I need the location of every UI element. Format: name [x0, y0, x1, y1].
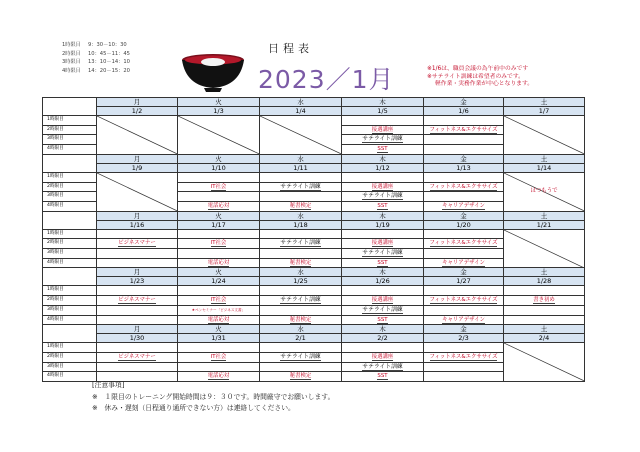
closed-cell: [504, 116, 585, 155]
date-cell: 1/24: [178, 277, 260, 286]
day-name-cell: 土: [504, 211, 585, 220]
period-label: 3時限目: [43, 249, 97, 259]
period-label: 3時限目: [43, 305, 97, 315]
schedule-cell: [97, 239, 178, 249]
schedule-cell: [260, 286, 342, 296]
period-row: [43, 286, 585, 296]
event-text: 接遇講座: [371, 126, 394, 133]
day-name-cell: 土: [504, 325, 585, 334]
schedule-cell: [424, 352, 504, 362]
schedule-cell: [178, 258, 260, 268]
day-name-cell: 木: [342, 98, 424, 107]
event-text: IT社会: [210, 183, 227, 190]
date-cell: 1/12: [342, 163, 424, 172]
note-line: ※1/6は、職員会議の為午前中のみです: [427, 66, 529, 72]
schedule-cell: [342, 145, 424, 155]
schedule-cell: [342, 116, 424, 126]
event-text: サテライト訓練: [362, 250, 403, 257]
period-row: [43, 229, 585, 239]
day-name-cell: 土: [504, 268, 585, 277]
schedule-cell: [178, 343, 260, 353]
schedule-cell: [260, 239, 342, 249]
schedule-cell: [342, 286, 424, 296]
date-cell: 1/11: [260, 163, 342, 172]
schedule-cell: [260, 362, 342, 372]
period-label: 1時限目: [43, 343, 97, 353]
day-name-cell: 木: [342, 268, 424, 277]
date-cell: 1/14: [504, 163, 585, 172]
period-label: 3時限目: [43, 362, 97, 372]
schedule-cell: [178, 192, 260, 202]
schedule-cell: [424, 372, 504, 382]
event-text: サテライト訓練: [280, 353, 321, 360]
schedule-cell: [260, 343, 342, 353]
event-text: 電話応対: [207, 316, 230, 323]
schedule-cell: [97, 343, 178, 353]
legend-period: 1時限目: [62, 42, 81, 48]
date-cell: 1/2: [97, 107, 178, 116]
schedule-cell: [342, 201, 424, 211]
period-label: 2時限目: [43, 182, 97, 192]
schedule-cell: [342, 182, 424, 192]
header-blank: [43, 268, 97, 286]
closed-cell: [504, 229, 585, 268]
event-text: SST: [377, 316, 388, 323]
schedule-cell: [342, 172, 424, 182]
date-cell: 1/7: [504, 107, 585, 116]
period-row: [43, 249, 585, 259]
schedule-cell: [178, 352, 260, 362]
schedule-cell: [260, 315, 342, 325]
day-name-cell: 火: [178, 154, 260, 163]
event-text: SST: [377, 202, 388, 209]
day-name-cell: 木: [342, 211, 424, 220]
header-blank: [43, 325, 97, 343]
event-text: 秘書検定: [289, 316, 312, 323]
legend-time: 13：10－14：10: [88, 59, 130, 66]
legend-row: [62, 58, 130, 67]
event-text: サテライト訓練: [280, 240, 321, 247]
period-label: 2時限目: [43, 296, 97, 306]
legend-row: [62, 50, 130, 59]
schedule-cell: [97, 229, 178, 239]
date-cell: 2/4: [504, 334, 585, 343]
schedule-cell: [342, 362, 424, 372]
date-cell: 1/18: [260, 220, 342, 229]
period-label: 4時限目: [43, 145, 97, 155]
event-text: キャリアデザイン: [442, 259, 485, 266]
schedule-cell: [97, 249, 178, 259]
schedule-cell: [342, 372, 424, 382]
period-label: 2時限目: [43, 352, 97, 362]
schedule-cell: [260, 249, 342, 259]
day-name-cell: 金: [424, 268, 504, 277]
day-name-cell: 水: [260, 325, 342, 334]
period-row: [43, 305, 585, 315]
schedule-cell: [260, 192, 342, 202]
event-text: IT社会: [210, 353, 227, 360]
period-row: [43, 343, 585, 353]
schedule-cell: [504, 305, 585, 315]
event-text: サテライト訓練: [362, 136, 403, 143]
schedule-cell: [424, 135, 504, 145]
date-cell: 1/16: [97, 220, 178, 229]
day-name-cell: 月: [97, 154, 178, 163]
schedule-cell: [424, 305, 504, 315]
schedule-cell: [260, 352, 342, 362]
legend-row: [62, 41, 130, 50]
period-row: [43, 362, 585, 372]
day-name-cell: 金: [424, 211, 504, 220]
schedule-cell: [424, 362, 504, 372]
schedule-cell: [424, 286, 504, 296]
event-text: サテライト訓練: [362, 193, 403, 200]
closed-cell: [504, 343, 585, 382]
schedule-cell: [178, 249, 260, 259]
day-name-cell: 火: [178, 325, 260, 334]
day-name-cell: 土: [504, 154, 585, 163]
schedule-cell: [260, 296, 342, 306]
bowl-logo: [180, 52, 246, 92]
closed-cell: [504, 172, 585, 211]
schedule-cell: [424, 229, 504, 239]
event-text: ★ペンセミナー「ビジネス文書」: [191, 307, 246, 312]
schedule-cell: [424, 172, 504, 182]
period-label: 4時限目: [43, 258, 97, 268]
day-name-cell: 火: [178, 98, 260, 107]
day-name-cell: 月: [97, 325, 178, 334]
header-blank: [43, 211, 97, 229]
date-cell: 1/31: [178, 334, 260, 343]
day-name-cell: 水: [260, 98, 342, 107]
event-text: フィットネス&エクササイズ: [429, 353, 498, 360]
day-name-cell: 金: [424, 154, 504, 163]
date-cell: 1/20: [424, 220, 504, 229]
schedule-cell: [342, 229, 424, 239]
schedule-cell: [260, 258, 342, 268]
event-text: 書き初め: [533, 297, 555, 304]
period-label: 1時限目: [43, 172, 97, 182]
period-row: [43, 116, 585, 126]
page-header-title: 日程表: [268, 42, 313, 55]
schedule-cell: [260, 305, 342, 315]
footer-notice: [92, 380, 334, 415]
date-cell: 1/27: [424, 277, 504, 286]
day-name-cell: 火: [178, 211, 260, 220]
schedule-cell: [260, 182, 342, 192]
event-text: フィットネス&エクササイズ: [429, 297, 498, 304]
event-text: 接遇講座: [371, 240, 394, 247]
legend-period: 3時限目: [62, 59, 81, 66]
period-row: [43, 172, 585, 182]
header-blank: [43, 154, 97, 172]
schedule-cell: [342, 296, 424, 306]
schedule-cell: [178, 201, 260, 211]
schedule-cell: [97, 362, 178, 372]
closed-cell: [97, 172, 178, 211]
schedule-cell: [424, 182, 504, 192]
schedule-cell: [424, 315, 504, 325]
schedule-cell: [342, 249, 424, 259]
schedule-cell: [424, 239, 504, 249]
schedule-table: [42, 97, 585, 382]
schedule-cell: [342, 135, 424, 145]
schedule-cell: [424, 343, 504, 353]
event-text: ビジネスマナー: [118, 297, 156, 304]
day-name-cell: 金: [424, 325, 504, 334]
event-text: 電話応対: [207, 259, 230, 266]
schedule-cell: [342, 258, 424, 268]
footer-heading: [注意事項]: [92, 381, 125, 389]
day-name-cell: 月: [97, 268, 178, 277]
schedule-cell: [424, 192, 504, 202]
period-row: [43, 239, 585, 249]
schedule-cell: [97, 296, 178, 306]
date-cell: 1/30: [97, 334, 178, 343]
period-row: [43, 315, 585, 325]
event-text: 接遇講座: [371, 353, 394, 360]
event-text: SST: [377, 146, 388, 153]
note-line: ※サテライト訓練は希望者のみです。: [427, 73, 524, 80]
date-cell: 1/19: [342, 220, 424, 229]
legend-time: 10：45－11：45: [88, 50, 130, 57]
period-label: 1時限目: [43, 286, 97, 296]
day-name-cell: 木: [342, 325, 424, 334]
event-text: キャリアデザイン: [442, 202, 485, 209]
period-label: 4時限目: [43, 201, 97, 211]
legend-time: 14：20－15：20: [88, 67, 130, 74]
event-text: 秘書検定: [289, 202, 312, 209]
day-name-cell: 月: [97, 98, 178, 107]
closed-cell: [97, 116, 178, 155]
period-label: 1時限目: [43, 116, 97, 126]
schedule-cell: [178, 305, 260, 315]
date-cell: 1/4: [260, 107, 342, 116]
period-label: 2時限目: [43, 125, 97, 135]
event-text: IT社会: [210, 240, 227, 247]
schedule-cell: [97, 315, 178, 325]
event-text: IT社会: [210, 297, 227, 304]
schedule-cell: [97, 352, 178, 362]
schedule-cell: [342, 343, 424, 353]
event-text: サテライト訓練: [280, 297, 321, 304]
event-text: ビジネスマナー: [118, 240, 156, 247]
date-cell: 1/3: [178, 107, 260, 116]
closed-cell: [178, 116, 260, 155]
schedule-cell: [424, 145, 504, 155]
schedule-cell: [504, 296, 585, 306]
schedule-cell: [504, 286, 585, 296]
period-time-legend: [62, 41, 130, 75]
schedule-notes: [427, 66, 533, 89]
date-cell: 1/23: [97, 277, 178, 286]
event-text: SST: [377, 373, 388, 380]
date-cell: 2/3: [424, 334, 504, 343]
schedule-cell: [260, 172, 342, 182]
footer-line-1: ※ １限目のトレーニング開始時間は９：３０です。時間厳守でお願いします。: [92, 392, 335, 401]
date-cell: 2/1: [260, 334, 342, 343]
period-row: [43, 352, 585, 362]
schedule-cell: [178, 239, 260, 249]
schedule-cell: [260, 229, 342, 239]
day-name-cell: 土: [504, 98, 585, 107]
note-line: 軽作業・実務作業が中心となります。: [435, 81, 534, 88]
schedule-cell: [97, 258, 178, 268]
date-cell: 1/10: [178, 163, 260, 172]
closed-cell: [260, 116, 342, 155]
event-text: 電話応対: [207, 373, 230, 380]
date-cell: 1/28: [504, 277, 585, 286]
schedule-cell: [424, 201, 504, 211]
legend-period: 4時限目: [62, 67, 81, 74]
period-row: [43, 258, 585, 268]
period-row: [43, 296, 585, 306]
schedule-cell: [342, 315, 424, 325]
legend-time: 9：30－10：30: [88, 42, 127, 48]
schedule-cell: [342, 125, 424, 135]
event-text: 接遇講座: [371, 183, 394, 190]
schedule-cell: [342, 305, 424, 315]
legend-period: 2時限目: [62, 50, 81, 57]
legend-row: [62, 67, 130, 76]
day-name-cell: 月: [97, 211, 178, 220]
period-label: 4時限目: [43, 372, 97, 382]
period-label: 3時限目: [43, 192, 97, 202]
day-name-cell: 水: [260, 154, 342, 163]
schedule-cell: [424, 116, 504, 126]
event-text: サテライト訓練: [280, 183, 321, 190]
schedule-cell: [424, 125, 504, 135]
schedule-cell: [178, 182, 260, 192]
date-cell: 1/21: [504, 220, 585, 229]
date-cell: 1/25: [260, 277, 342, 286]
event-text: フィットネス&エクササイズ: [429, 126, 498, 133]
date-cell: 1/6: [424, 107, 504, 116]
schedule-cell: [342, 239, 424, 249]
schedule-cell: [178, 315, 260, 325]
event-text: 秘書検定: [289, 259, 312, 266]
period-label: 1時限目: [43, 229, 97, 239]
schedule-cell: [97, 305, 178, 315]
schedule-cell: [424, 296, 504, 306]
event-text: サテライト訓練: [362, 363, 403, 370]
schedule-cell: [342, 192, 424, 202]
day-name-cell: 火: [178, 268, 260, 277]
schedule-cell: [178, 362, 260, 372]
period-label: 3時限目: [43, 135, 97, 145]
event-text: 接遇講座: [371, 297, 394, 304]
period-label: 4時限目: [43, 315, 97, 325]
event-text: キャリアデザイン: [442, 316, 485, 323]
schedule-cell: [504, 315, 585, 325]
day-name-cell: 金: [424, 98, 504, 107]
event-text: SST: [377, 259, 388, 266]
schedule-cell: [178, 229, 260, 239]
schedule-cell: [424, 258, 504, 268]
date-cell: 1/26: [342, 277, 424, 286]
day-name-cell: 水: [260, 268, 342, 277]
event-text: ビジネスマナー: [118, 353, 156, 360]
schedule-cell: [178, 172, 260, 182]
date-cell: 1/17: [178, 220, 260, 229]
event-text: フィットネス&エクササイズ: [429, 183, 498, 190]
day-name-cell: 木: [342, 154, 424, 163]
schedule-cell: [424, 249, 504, 259]
schedule-cell: [260, 201, 342, 211]
day-name-cell: 水: [260, 211, 342, 220]
date-cell: 1/13: [424, 163, 504, 172]
footer-line-2: ※ 休み・遅刻（日程通り通所できない方）は連絡してください。: [92, 404, 295, 412]
schedule-cell: [178, 296, 260, 306]
header-blank: [43, 98, 97, 116]
month-title: 2023／1月: [258, 65, 395, 94]
date-cell: 2/2: [342, 334, 424, 343]
schedule-cell: [97, 286, 178, 296]
event-text: サテライト訓練: [362, 306, 403, 313]
event-text: フィットネス&エクササイズ: [429, 240, 498, 247]
event-text: 電話応対: [207, 202, 230, 209]
date-cell: 1/5: [342, 107, 424, 116]
schedule-cell: [178, 286, 260, 296]
event-text: 秘書検定: [289, 373, 312, 380]
period-label: 2時限目: [43, 239, 97, 249]
date-cell: 1/9: [97, 163, 178, 172]
event-text: はつもうで: [530, 188, 558, 195]
schedule-cell: [342, 352, 424, 362]
